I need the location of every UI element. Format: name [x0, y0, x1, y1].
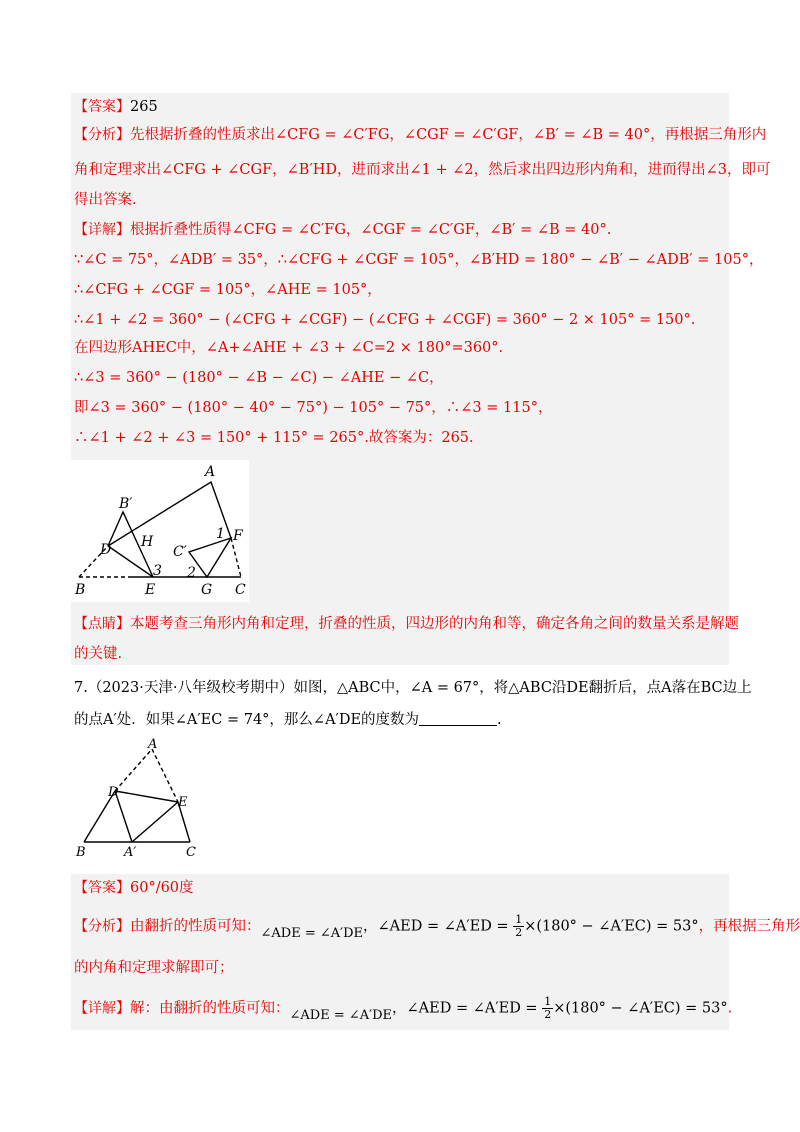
answer-line: [74, 97, 726, 117]
answer-blank: [419, 711, 497, 726]
analysis2-frac-den: 2: [515, 926, 523, 939]
analysis-text-2a: 角和定理求出∠CFG + ∠CGF，∠B′HD，: [74, 162, 352, 178]
answer2-line: [74, 878, 726, 898]
fig1-label-F: F: [233, 528, 243, 544]
detail-line-7: [74, 398, 726, 418]
fig1-label-Bprime: B′: [119, 496, 133, 512]
fig2-label-C: C: [186, 845, 196, 860]
analysis2-text-c: ，∠AED = ∠A′ED =: [363, 918, 514, 935]
detail-text-8b: 故答案为：265.: [368, 430, 474, 446]
figure-1-fold-diagram: [71, 460, 249, 602]
answer-value: 265: [130, 99, 158, 115]
comment-text-1: 本题考查三角形内角和定理，折叠的性质，四边形的内角和等，确定各角之间的数量关系是解题: [130, 616, 739, 632]
analysis-line-1: [74, 125, 767, 145]
question-7-text-2: 的点A′处．如果∠A′EC = 74°，那么∠A′DE的度数为: [74, 712, 420, 728]
fig2-label-Aprime: A′: [124, 845, 137, 860]
analysis2-label: 【分析】: [74, 918, 130, 935]
detail-text-7: 即∠3 = 360° − (180° − 40° − 75°) − 105° − 75°，∴∠3 = 115°，: [74, 400, 553, 416]
detail-label: 【详解】: [74, 222, 130, 238]
detail-text-5: 在四边形AHEC中，∠A+∠AHE + ∠3 + ∠C=2 × 180°=360°.: [74, 340, 504, 356]
detail2-text-e: .: [727, 1000, 733, 1017]
detail2-frac-den: 2: [544, 1008, 552, 1021]
detail2-frac-num: 1: [544, 995, 552, 1008]
comment-line-2: [74, 644, 726, 664]
detail-text-6: ∴∠3 = 360° − (180° − ∠B − ∠C) − ∠AHE − ∠C，: [74, 370, 444, 386]
fig2-label-B: B: [76, 845, 86, 860]
analysis2-text-b: ∠ADE = ∠A′DE: [260, 925, 363, 941]
detail2-text-b: ∠ADE = ∠A′DE: [289, 1007, 392, 1023]
fig1-label-C: C: [235, 582, 246, 598]
analysis-text-3: 得出答案.: [74, 192, 137, 208]
analysis-text-1b: 再根据三角形内: [664, 127, 767, 143]
detail2-text-c: ，∠AED = ∠A′ED =: [392, 1000, 543, 1017]
fig1-label-G: G: [201, 582, 213, 598]
detail2-line-1: [74, 995, 733, 1023]
fig1-label-A: A: [205, 464, 216, 480]
analysis2-text-2: 的内角和定理求解即可；: [74, 960, 234, 976]
answer2-label: 【答案】: [74, 880, 130, 896]
detail2-fraction: [542, 996, 553, 1021]
analysis2-line-2: [74, 958, 726, 978]
detail-line-1: [74, 220, 726, 240]
analysis2-frac-num: 1: [515, 913, 523, 926]
answer-label: 【答案】: [74, 99, 130, 115]
analysis-line-2: [74, 160, 771, 180]
detail-line-2: [74, 250, 764, 270]
detail2-label: 【详解】: [74, 1000, 130, 1017]
question-7-text-end: .: [497, 712, 502, 728]
detail2-text-d: ×(180° − ∠A′EC) = 53°: [553, 1000, 728, 1017]
fig1-label-3: 3: [153, 563, 162, 579]
fig1-label-1: 1: [216, 526, 225, 542]
fig1-label-B: B: [75, 582, 86, 598]
question-7-line-2: [74, 710, 726, 730]
analysis2-fraction: [513, 914, 524, 939]
answer2-value: 60°/60度: [130, 880, 194, 896]
fig1-label-E: E: [145, 582, 156, 598]
fig2-label-A: A: [148, 737, 158, 752]
fig1-label-D: D: [100, 542, 112, 558]
analysis-text-2b: 进而求出∠1 + ∠2，然后求出四边形内角和，进而得出∠3，即可: [351, 162, 771, 178]
detail-line-3: [74, 280, 726, 300]
detail-line-8: [74, 428, 726, 448]
analysis-label: 【分析】: [74, 127, 130, 143]
detail-text-3: ∴∠CFG + ∠CGF = 105°，∠AHE = 105°，: [74, 282, 382, 298]
fig2-label-D: D: [108, 785, 119, 800]
detail-text-8a: ∴∠1 + ∠2 + ∠3 = 150° + 115° = 265°.: [74, 430, 369, 446]
analysis2-text-d: ×(180° − ∠A′EC) = 53°: [524, 918, 699, 935]
question-7-text-1: 7.（2023·天津·八年级校考期中）如图，△ABC中，∠A = 67°，将△ABC沿DE翻折后，点A落在BC边上: [74, 680, 752, 696]
detail-line-5: [74, 338, 726, 358]
analysis2-line-1: [74, 913, 800, 941]
analysis2-text-a: 由翻折的性质可知：: [130, 918, 261, 935]
figure-2-fold-diagram: [72, 736, 202, 862]
detail-text-4: ∴∠1 + ∠2 = 360° − (∠CFG + ∠CGF) − (∠CFG + ∠CGF) = 360° − 2 × 105° = 150°.: [74, 312, 696, 328]
comment-line-1: [74, 614, 739, 634]
fig1-label-Cprime: C′: [173, 544, 187, 560]
fig1-label-H: H: [141, 534, 154, 550]
detail-line-6: [74, 368, 726, 388]
comment-text-2: 的关键.: [74, 646, 123, 662]
detail-line-4: [74, 310, 726, 330]
detail2-text-a: 解：由翻折的性质可知：: [130, 1000, 290, 1017]
analysis-text-1a: 先根据折叠的性质求出∠CFG = ∠C′FG，∠CGF = ∠C′GF，∠B′ = ∠B = 40°，: [130, 127, 665, 143]
question-7-line-1: [74, 678, 752, 698]
detail-text-2: ∵∠C = 75°，∠ADB′ = 35°，∴∠CFG + ∠CGF = 105°，∠B′HD = 180° − ∠B′ − ∠ADB′ = 105°，: [74, 252, 764, 268]
fig2-label-E: E: [178, 795, 188, 810]
detail-text-1: 根据折叠性质得∠CFG = ∠C′FG，∠CGF = ∠C′GF，∠B′ = ∠B = 40°.: [130, 222, 612, 238]
analysis-line-3: [74, 190, 726, 210]
comment-label: 【点睛】: [74, 616, 130, 632]
analysis2-text-e: ，再根据三角形: [698, 918, 800, 935]
fig1-label-2: 2: [187, 565, 196, 581]
